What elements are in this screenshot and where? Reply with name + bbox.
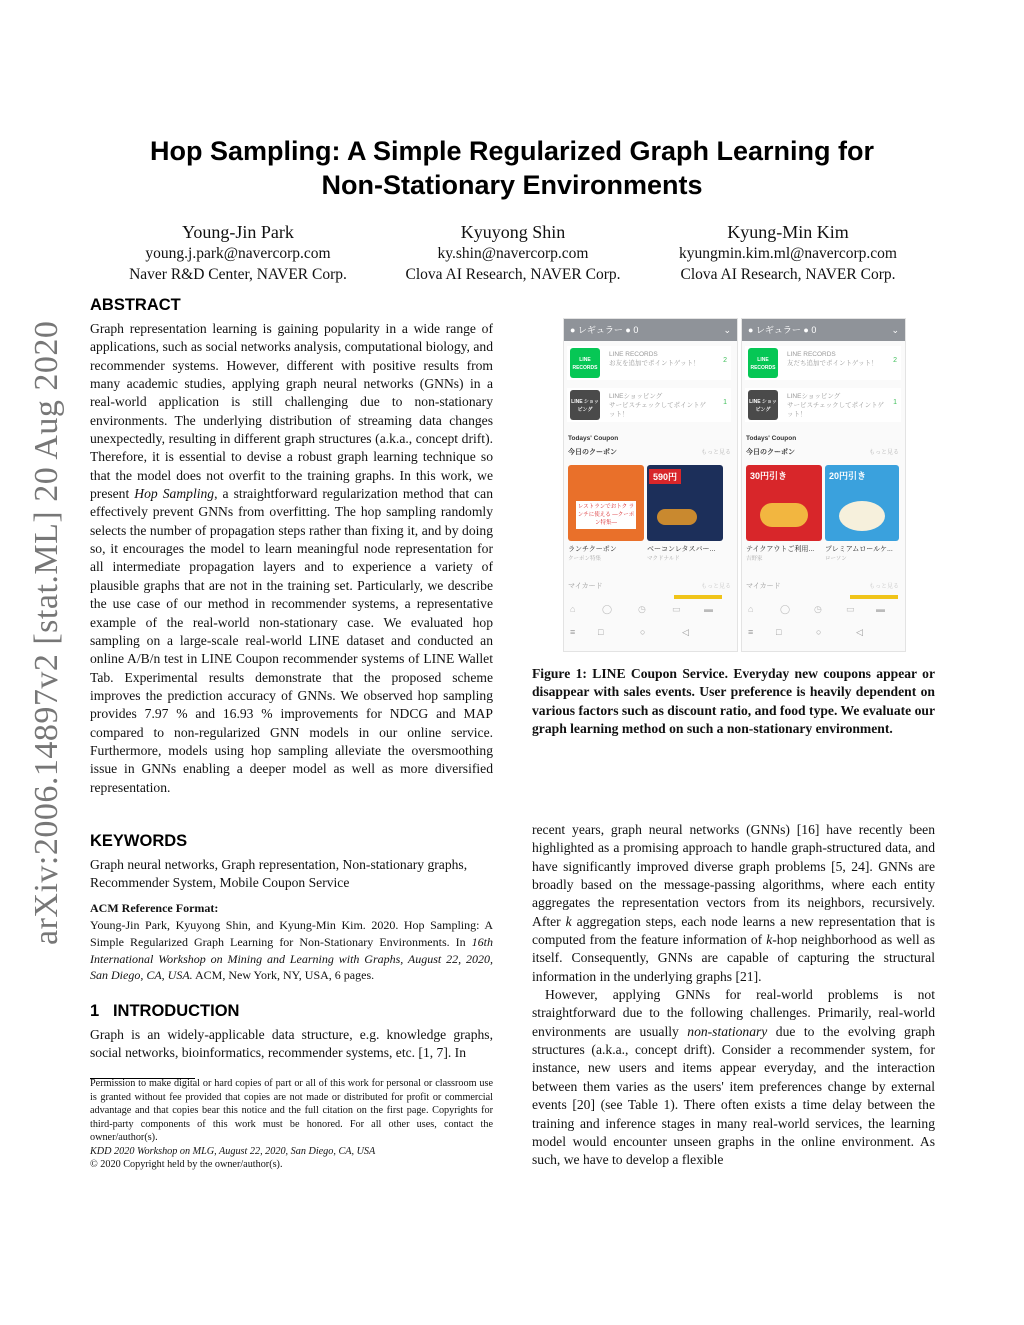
- line-records-logo: LINE RECORDS: [570, 348, 600, 378]
- author-email[interactable]: young.j.park@navercorp.com: [145, 245, 331, 262]
- author-name: Kyung-Min Kim: [727, 222, 849, 242]
- author-block-1: [88, 220, 388, 285]
- more-link[interactable]: もっと見る: [868, 450, 899, 456]
- news-icon[interactable]: ▭: [846, 604, 855, 614]
- coupon-card-1-sub: 吉野家: [746, 556, 763, 562]
- acm-reference-text: [90, 917, 493, 984]
- more-link[interactable]: もっと見る: [868, 584, 899, 590]
- wallet-icon[interactable]: ▬: [876, 604, 885, 614]
- footnote: [90, 1077, 493, 1172]
- coupon-card-1[interactable]: [568, 465, 644, 541]
- back-icon[interactable]: ◁: [682, 627, 689, 637]
- line-records-row: [745, 346, 901, 380]
- home-circle-icon[interactable]: ○: [816, 627, 822, 637]
- line-shopping-logo: LINE ショッピング: [748, 390, 778, 420]
- home-icon[interactable]: ⌂: [570, 604, 576, 614]
- intro-title: INTRODUCTION: [112, 1002, 240, 1020]
- phone-screenshot-1: [563, 318, 738, 652]
- line-shopping-logo: LINE ショッピング: [570, 390, 600, 420]
- home-circle-icon[interactable]: ○: [640, 627, 646, 637]
- wallet-icon[interactable]: ▬: [704, 604, 713, 614]
- title-line-1: Hop Sampling: A Simple Regularized Graph Learning for: [149, 136, 875, 166]
- back-icon[interactable]: ◁: [856, 627, 863, 637]
- scroll-indicator: [850, 595, 898, 599]
- abstract-text-b: , a straightforward regularization method that can effectively prevent GNNs from overfitting. The hop sampling randomly selects the number of propagation steps rather than fixing it, and by doing so, it encourages the model to learn meaningful node representation for all intermediate propagation layers and to experience a variety of plausible graphs that are not in the training set. Particularly, we describe the use case of our method in recommender systems, a representative example of the real-world non-stationary case. We evaluated hop sampling on a large-scale real-world LINE dataset and conducted an online A/B/n test in LINE Coupon recommender systems of LINE Wallet Tab. Experimental results demonstrate that the proposed scheme improves the prediction accuracy of GNNs. We observed hop sampling provides 7.97 % and 16.93 % improvements for NDCG and MAP compared to non-regularized GNN models in our online service. Furthermore, models using hop sampling alleviate the oversmoothing issue in GNNs enabling a deeper model as well as more diversified representation.: [90, 486, 493, 795]
- intro-paragraph-1: recent years, graph neural networks (GNNs) [16] have recently been highlighted as a promising approach to handle graph-structured data, and have significantly improved diverse graph problems [5, 24]. GNNs are broadly based on the message-passing algorithms, where each entity aggregates the representation vectors from its neighbors, recursively. After k aggregation steps, each node learns a new representation that is computed from the feature information of k-hop neighborhood as well as itself. Consequently, GNNs are capable of capturing the structural information in the underlying graphs [21].: [532, 822, 935, 984]
- intro-heading: [90, 1002, 239, 1021]
- author-block-2: [363, 220, 663, 285]
- coupon-card-1[interactable]: [746, 465, 822, 541]
- talk-icon[interactable]: ◯: [602, 604, 613, 614]
- keywords-heading: KEYWORDS: [90, 832, 188, 850]
- author-affiliation: Clova AI Research, NAVER Corp.: [680, 265, 896, 283]
- abstract-heading: ABSTRACT: [90, 296, 181, 314]
- todays-coupon-label: Todays' Coupon: [746, 435, 797, 442]
- author-block-3: [638, 220, 938, 285]
- intro-right-text: [532, 821, 935, 1170]
- intro-paragraph-2: However, applying GNNs for real-world problems is not straightforward due to the following challenges. Primarily, real-world environments are usually non-stationary due to the evolving graph structures (a.k.a., concept drift). Consider a recommender system, for instance, new users and items appear everyday, and the interaction between them varies as the users' item preferences change by external events [20] (see Table 1). There often exists a time delay between the training and inference stages in many real-world services, the learning model would encounter unseen graphs in the online environment. As such, we have to develop a flexible: [532, 987, 935, 1168]
- coupon-card-2-label: ベーコンレタスバー...: [647, 546, 716, 553]
- coupon-card-1-sub: クーポン特集: [568, 556, 602, 562]
- acm-reference-venue: 16th International Workshop on Mining and Learning with Graphs, August 22, 2020, San Diego, CA, USA.: [90, 934, 493, 983]
- topbar-label: ● レギュラー ● 0: [570, 325, 639, 335]
- timeline-icon[interactable]: ◷: [638, 604, 646, 614]
- cake-image: [839, 501, 885, 531]
- my-card-label: マイカード: [746, 583, 781, 590]
- chevron-down-icon: ⌄: [891, 325, 899, 335]
- scroll-indicator: [674, 595, 722, 599]
- todays-coupon-jp: 今日のクーポン: [568, 449, 617, 456]
- permission-notice: Permission to make digital or hard copies of part or all of this work for personal or classroom use is granted without fee provided that copies are not made or distributed for profit or commercial advantage and that copies bear this notice and the full citation on the first page. Copyrights for third-party components of this work must be honored. For all other uses, contact the owner/author(s).: [90, 1078, 493, 1143]
- author-email[interactable]: kyungmin.kim.ml@navercorp.com: [679, 245, 897, 262]
- line-shopping-row: [567, 388, 731, 422]
- topbar-label: ● レギュラー ● 0: [748, 325, 817, 335]
- coupon-card-2-sub: マクドナルド: [647, 556, 680, 562]
- row-count: 2: [893, 357, 897, 364]
- home-icon[interactable]: ⌂: [748, 604, 754, 614]
- author-name: Kyuyong Shin: [460, 222, 566, 242]
- abstract-method-name: Hop Sampling: [134, 486, 215, 502]
- more-link[interactable]: もっと見る: [700, 584, 731, 590]
- line-records-logo: LINE RECORDS: [748, 348, 778, 378]
- row-text: LINE RECORDS お友を追加でポイントゲット！: [609, 351, 700, 367]
- line-shopping-row: [745, 388, 901, 422]
- keywords-text: Graph neural networks, Graph representation, Non-stationary graphs, Recommender System, Mobile Coupon Service: [90, 857, 468, 891]
- todays-coupon-label: Todays' Coupon: [568, 435, 619, 442]
- acm-reference-a: Young-Jin Park, Kyuyong Shin, and Kyung-Min Kim. 2020. Hop Sampling: A Simple Regularized Graph Learning for Non-Stationary Environments. In: [90, 918, 493, 949]
- acm-reference-b: ACM, New York, NY, USA, 6 pages.: [192, 968, 375, 983]
- my-card-label: マイカード: [568, 583, 603, 590]
- timeline-icon[interactable]: ◷: [814, 604, 822, 614]
- bowl-image: [760, 503, 808, 527]
- coupon-card-2[interactable]: [647, 465, 723, 541]
- author-affiliation: Clova AI Research, NAVER Corp.: [405, 265, 621, 283]
- coupon-card-2-label: プレミアムロールケ...: [825, 546, 893, 553]
- title-line-2: Non-Stationary Environments: [321, 170, 703, 200]
- intro-left-text: Graph is an widely-applicable data structure, e.g. knowledge graphs, social networks, bioinformatics, recommender systems, etc. [1, 7]. In: [90, 1027, 493, 1061]
- row-count: 1: [893, 399, 897, 406]
- coupon-price-badge: 30円引き: [750, 471, 788, 481]
- acm-reference-heading: ACM Reference Format:: [90, 901, 219, 915]
- coupon-card-2[interactable]: [825, 465, 899, 541]
- menu-icon[interactable]: ≡: [570, 627, 576, 637]
- row-count: 1: [723, 399, 727, 406]
- coupon-card-1-label: ランチクーポン: [568, 546, 617, 553]
- abstract-body: [90, 320, 493, 797]
- author-affiliation: Naver R&D Center, NAVER Corp.: [129, 265, 347, 283]
- burger-image: [657, 509, 697, 525]
- bottom-nav: [564, 604, 737, 626]
- venue-note: KDD 2020 Workshop on MLG, August 22, 2020, San Diego, CA, USA: [90, 1145, 376, 1157]
- todays-coupon-jp: 今日のクーポン: [746, 449, 795, 456]
- phone-screenshot-2: [741, 318, 906, 652]
- bottom-nav: [742, 604, 906, 626]
- talk-icon[interactable]: ◯: [780, 604, 791, 614]
- intro-number: 1: [90, 1002, 100, 1020]
- row-count: 2: [723, 357, 727, 364]
- line-records-row: [567, 346, 731, 380]
- row-text: LINEショッピング サービスチェックしてポイントゲット！: [609, 393, 707, 418]
- coupon-price-badge: 20円引き: [829, 471, 867, 481]
- arxiv-identifier: arXiv:2006.14897v2 [stat.ML] 20 Aug 2020: [28, 320, 65, 945]
- author-name: Young-Jin Park: [182, 222, 294, 242]
- chevron-down-icon: ⌄: [723, 325, 731, 335]
- more-link[interactable]: もっと見る: [700, 450, 731, 456]
- paper-title: [100, 134, 924, 202]
- phone-topbar: [564, 319, 737, 341]
- menu-icon[interactable]: ≡: [748, 627, 754, 637]
- system-nav: [564, 627, 737, 649]
- abstract-text-a: Graph representation learning is gaining popularity in a wide range of applications, such as social networks analysis, computational biology, and recommender systems. However, different with positive results from many academic studies, applying graph neural networks (GNNs) in a real-world application is still challenging due to non-stationary environments. The underlying distribution of streaming data changes unexpectedly, resulting in different graph structures (a.k.a., concept drift). Therefore, it is essential to devise a robust graph learning technique so that the model does not overfit to the training graphs. In this work, we present: [90, 321, 493, 502]
- coupon-card-2-sub: ローソン: [825, 556, 847, 562]
- coupon-badge: レストランでおトク ランチに使える —クーポン特集—: [576, 501, 636, 529]
- row-text: LINEショッピング サービスチェックしてポイントゲット！: [787, 393, 885, 418]
- recent-apps-icon[interactable]: □: [776, 627, 782, 637]
- coupon-price-badge: 590円: [649, 469, 681, 484]
- news-icon[interactable]: ▭: [672, 604, 681, 614]
- figure-caption: Figure 1: LINE Coupon Service. Everyday new coupons appear or disappear with sales events. User preference is heavily dependent on various factors such as discount ratio, and food type. We evaluate our graph learning method on such a non-stationary environment.: [532, 666, 935, 737]
- author-email[interactable]: ky.shin@navercorp.com: [437, 245, 589, 262]
- phone-topbar: [742, 319, 905, 341]
- recent-apps-icon[interactable]: □: [598, 627, 604, 637]
- coupon-card-1-label: テイクアウトご利用...: [746, 546, 815, 553]
- system-nav: [742, 627, 906, 649]
- copyright-note: © 2020 Copyright held by the owner/author(s).: [90, 1159, 283, 1170]
- row-text: LINE RECORDS 友だち追加でポイントゲット！: [787, 351, 878, 367]
